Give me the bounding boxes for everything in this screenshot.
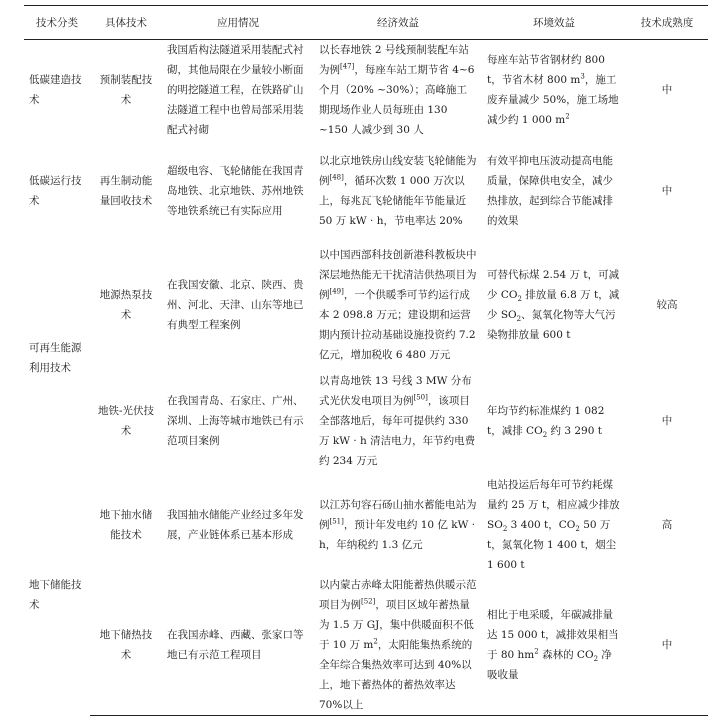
economic-cell: 以江苏句容石砀山抽水蓄能电站为例[51]，预计年发电约 10 亿 kW · h，年纳税约 1.3 亿元 [319, 498, 477, 551]
economic-cell: 以北京地铁房山线安装飞轮储能为例[48]，循环次数 1 000 万次以上，每兆瓦飞轮储能年节能量近 50 万 kW · h，节电率达 20% [319, 155, 477, 227]
category-cell: 低碳建造技术 [29, 74, 82, 107]
header-maturity: 技术成熟度 [626, 6, 708, 40]
technology-cell: 再生制动能量回收技术 [99, 175, 153, 207]
application-cell: 我国抽水储能产业经过多年发展，产业链体系已基本形成 [167, 508, 304, 541]
technology-cell: 地下抽水储能技术 [99, 508, 153, 541]
category-cell: 地下储能技术 [29, 578, 82, 611]
maturity-cell: 中 [661, 415, 673, 427]
header-economic: 经济效益 [314, 6, 482, 40]
header-technology: 具体技术 [90, 6, 162, 40]
header-environment: 环境效益 [482, 6, 626, 40]
table-row [24, 368, 708, 475]
table-row [24, 141, 708, 242]
application-cell: 超级电容、飞轮储能在我国青岛地铁、北京地铁、苏州地铁等地铁系统已有实际应用 [167, 165, 304, 217]
table-row [24, 575, 708, 716]
application-cell: 在我国赤峰、西藏、张家口等地已有示范工程项目 [162, 575, 314, 716]
header-row [24, 6, 708, 40]
maturity-cell: 较高 [656, 298, 678, 311]
table-row [24, 242, 708, 368]
table-row [24, 475, 708, 575]
maturity-cell: 中 [661, 84, 673, 97]
environment-cell: 可替代标煤 2.54 万 t，可减少 $CO_2$ 排放量 6.8 万 t，减少 $SO_2$、氮氧化物等大气污染物排放量 600 t [487, 268, 620, 341]
maturity-cell: 高 [661, 518, 673, 531]
technology-table [24, 5, 708, 716]
category-cell: 低碳运行技术 [29, 175, 82, 207]
environment-cell: 相比于电采暖，年碳减排量达 15 000 t，减排效果相当于 80 $hm^2$ 森林的 $CO_2$ 净吸收量 [482, 575, 626, 716]
environment-cell: 电站投运后每年可节约耗煤量约 25 万 t，相应减少排放 $SO_2$ 3 400 t，$CO_2$ 50 万 t，氮氧化物 1 400 t，烟尘 1 600 t [487, 478, 620, 571]
environment-cell: 有效平抑电压波动提高电能质量，保障供电安全，减少热排放，起到综合节能减排的效果 [487, 155, 613, 227]
maturity-cell: 中 [661, 185, 673, 197]
technology-cell: 地源热泵技术 [99, 288, 153, 321]
maturity-cell: 中 [626, 575, 708, 716]
header-application: 应用情况 [162, 6, 314, 40]
economic-cell: 以长春地铁 2 号线预制装配车站为例[47]，每座车站工期节省 4~6 个月（20% ~30%）；高峰施工期现场作业人员每班由 130 ~150 人减少到 30 人 [319, 44, 475, 137]
application-cell: 在我国青岛、石家庄、广州、深圳、上海等城市地铁已有示范项目案例 [167, 395, 304, 447]
header-category: 技术分类 [24, 6, 90, 40]
economic-cell: 以内蒙古赤峰太阳能蓄热供暖示范项目为例[52]，项目区域年蓄热量为 1.5 万 GJ，集中供暖面积不低于 10 万 $m^2$，太阳能集热系统的全年综合集热效率可达到 40%以上，地下蓄热体的蓄热效率达 70%以上 [314, 575, 482, 716]
economic-cell: 以青岛地铁 13 号线 3 MW 分布式光伏发电项目为例[50]，该项目全部落地后，每年可提供约 330 万 kW · h 清洁电力，年节约电费约 234 万元 [319, 375, 476, 467]
category-cell: 可再生能源利用技术 [29, 342, 82, 374]
application-cell: 我国盾构法隧道采用装配式衬砌，其他局限在少量较小断面的明挖隧道工程，在铁路矿山法隧道工程中也曾局部采用装配式衬砌 [167, 44, 304, 137]
economic-cell: 以中国西部科技创新港科教板块中深层地热能无干扰清洁供热项目为例[49]，一个供暖季可节约运行成本 2 098.8 万元；建设期和运营期内预计拉动基础设施投资约 7.2 亿元，增加税收 6 480 万元 [319, 248, 477, 361]
environment-cell: 年均节约标准煤约 1 082 t，减排 $CO_2$ 约 3 290 t [487, 405, 605, 440]
technology-cell: 地下储热技术 [90, 575, 162, 716]
environment-cell: 每座车站节省钢材约 800 t，节省木材 800 $m^3$，施工废弃量减少 50%，施工场地减少约 1 000 $m^2$ [487, 54, 619, 127]
technology-cell: 预制装配技术 [99, 74, 153, 107]
table-row [24, 40, 708, 141]
technology-cell: 地铁-光伏技术 [97, 405, 155, 437]
application-cell: 在我国安徽、北京、陕西、贵州、河北、天津、山东等地已有典型工程案例 [167, 278, 304, 331]
